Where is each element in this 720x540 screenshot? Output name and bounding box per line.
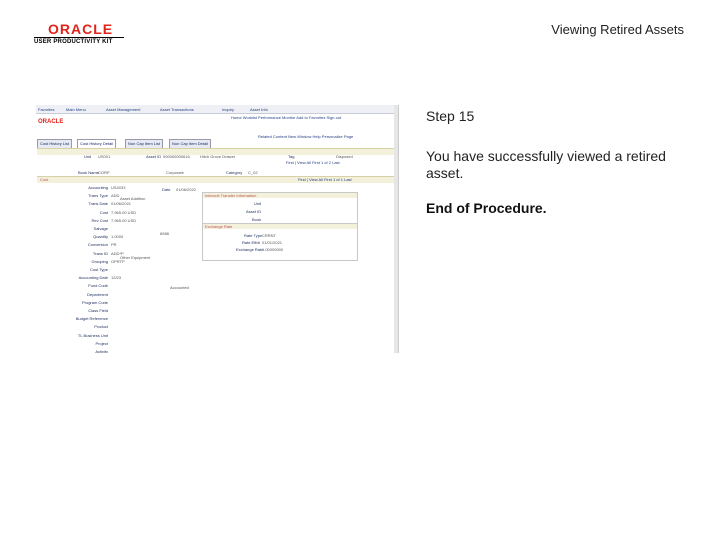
quantity-note: 8988 (160, 231, 169, 236)
detail-label: Grouping (91, 258, 108, 264)
transfer-heading: Interunit Transfer Information (203, 193, 357, 198)
detail-label: Fund Code (88, 283, 108, 289)
tab-non-cap-item-list[interactable]: Non Cap Item List (125, 139, 163, 148)
asset-status: Disposed (336, 154, 353, 159)
menu-item-asset-info[interactable]: Asset Info (250, 107, 268, 112)
trans-type-description: Asset Addition (120, 196, 146, 201)
exchange-rate-value: 1.00000000 (262, 247, 284, 252)
tab-cost-history-detail[interactable]: Cost History Detail (77, 139, 116, 148)
detail-label: Budget Reference (75, 316, 108, 322)
header-links[interactable]: Home Worklist Performance Monitor Add to Favorites Sign out (231, 115, 342, 120)
asset-id-value: 000000000616 (163, 154, 190, 159)
detail-label: Conversion (87, 242, 108, 248)
detail-label: Trans ID (92, 250, 108, 256)
detail-label: Quantity (93, 234, 108, 240)
detail-label: Salvage (93, 226, 108, 231)
detail-label: Trans Type (88, 193, 108, 199)
menu-item-asset-management[interactable]: Asset Management (106, 107, 141, 112)
menu-item-asset-transactions[interactable]: Asset Transactions (160, 107, 194, 112)
menu-item-inquiry[interactable]: Inquiry (222, 107, 235, 112)
tab-non-cap-item-detail[interactable]: Non Cap Item Detail (169, 139, 211, 148)
book-name-label: Book Name (78, 170, 99, 175)
detail-label: Rev Cost (91, 217, 108, 223)
related-links[interactable]: Related Content New Window Help Personalize Page (258, 134, 354, 139)
detail-label: Cost Type (90, 267, 108, 272)
purchase-heading: Exchange Rate (203, 224, 357, 229)
detail-label: Activity (95, 349, 108, 353)
detail-label: Accounting (88, 185, 108, 190)
rate-type-value: CRRNT (262, 233, 276, 238)
detail-value: 01/06/2021 (111, 201, 132, 207)
rate-type-label: Rate Type (244, 233, 263, 238)
menu-item-main-menu[interactable]: Main Menu (66, 107, 86, 112)
detail-label: Department (87, 291, 108, 297)
detail-value: 7,965.00 USD (111, 209, 137, 215)
detail-label: Class Field (88, 308, 108, 313)
vertical-scrollbar[interactable] (394, 105, 398, 353)
find-navigation-2[interactable]: Find | View All First 1 of 1 Last (298, 177, 352, 182)
oracle-upk-logo (34, 22, 124, 48)
detail-value: PR (111, 242, 117, 248)
asset-id-label: Asset ID (146, 154, 162, 159)
detail-value: 1.0000 (111, 234, 124, 240)
detail-value: 12/23 (111, 275, 122, 281)
tab-cost-history-list[interactable]: Cost History List (37, 139, 72, 148)
category-value: C_02 (248, 170, 258, 175)
detail-label: Product (94, 324, 108, 330)
unit-value: US001 (98, 154, 111, 159)
detail-label: TL Business Unit (77, 332, 108, 338)
transfer-box (202, 192, 358, 227)
category-label: Category (226, 170, 243, 175)
accounting-info: Accounted (170, 285, 189, 290)
date-value: 01/06/2022 (176, 187, 197, 192)
cost-band-label: Cost (40, 177, 49, 182)
find-navigation[interactable]: Find | View All First 1 of 2 Last (286, 160, 340, 165)
application-screenshot (36, 105, 399, 353)
detail-value: ADD (111, 193, 120, 199)
date-label: Date (162, 187, 171, 192)
end-of-procedure: End of Procedure. (426, 200, 547, 216)
detail-label: Program Code (81, 299, 108, 305)
rate-effdt-value: 01/01/2021 (262, 240, 283, 245)
transfer-book-label: Book (252, 217, 262, 222)
detail-label: Accounting Date (78, 275, 108, 281)
detail-value: US4033 (111, 185, 126, 190)
transfer-asset-label: Asset ID (246, 209, 262, 214)
grouping-description: Other Equipment (120, 255, 151, 260)
transfer-unit-label: Unit (254, 201, 262, 206)
oracle-mini-logo: ORACLE (38, 119, 64, 125)
step-number: Step 15 (426, 108, 475, 124)
logo-rule (34, 37, 124, 38)
menu-bar (36, 105, 398, 114)
rate-effdt-label: Rate Effdt (242, 240, 260, 245)
exchange-rate-label: Exchange Rate (236, 247, 264, 252)
detail-label: Cost (99, 209, 108, 215)
document-title: Viewing Retired Assets (551, 22, 684, 37)
detail-label: Trans Date (88, 201, 108, 207)
detail-value: 7,965.00 USD (111, 217, 137, 223)
tag-label: Tag (288, 154, 295, 159)
unit-label: Unit (84, 154, 92, 159)
detail-value: OPRTP (111, 258, 125, 264)
logo-subtitle: USER PRODUCTIVITY KIT (34, 39, 113, 45)
book-name-value: CORP (98, 170, 110, 175)
logo-word: ORACLE (48, 21, 114, 37)
book-description: Corporate (166, 170, 184, 175)
detail-value: ADD*P (111, 250, 124, 256)
menu-item-favorites[interactable]: Favorites (38, 107, 55, 112)
step-message: You have successfully viewed a retired asset. (426, 148, 666, 181)
detail-label: Project (95, 340, 108, 346)
asset-description: Hitch Grove Drawer (200, 154, 236, 159)
